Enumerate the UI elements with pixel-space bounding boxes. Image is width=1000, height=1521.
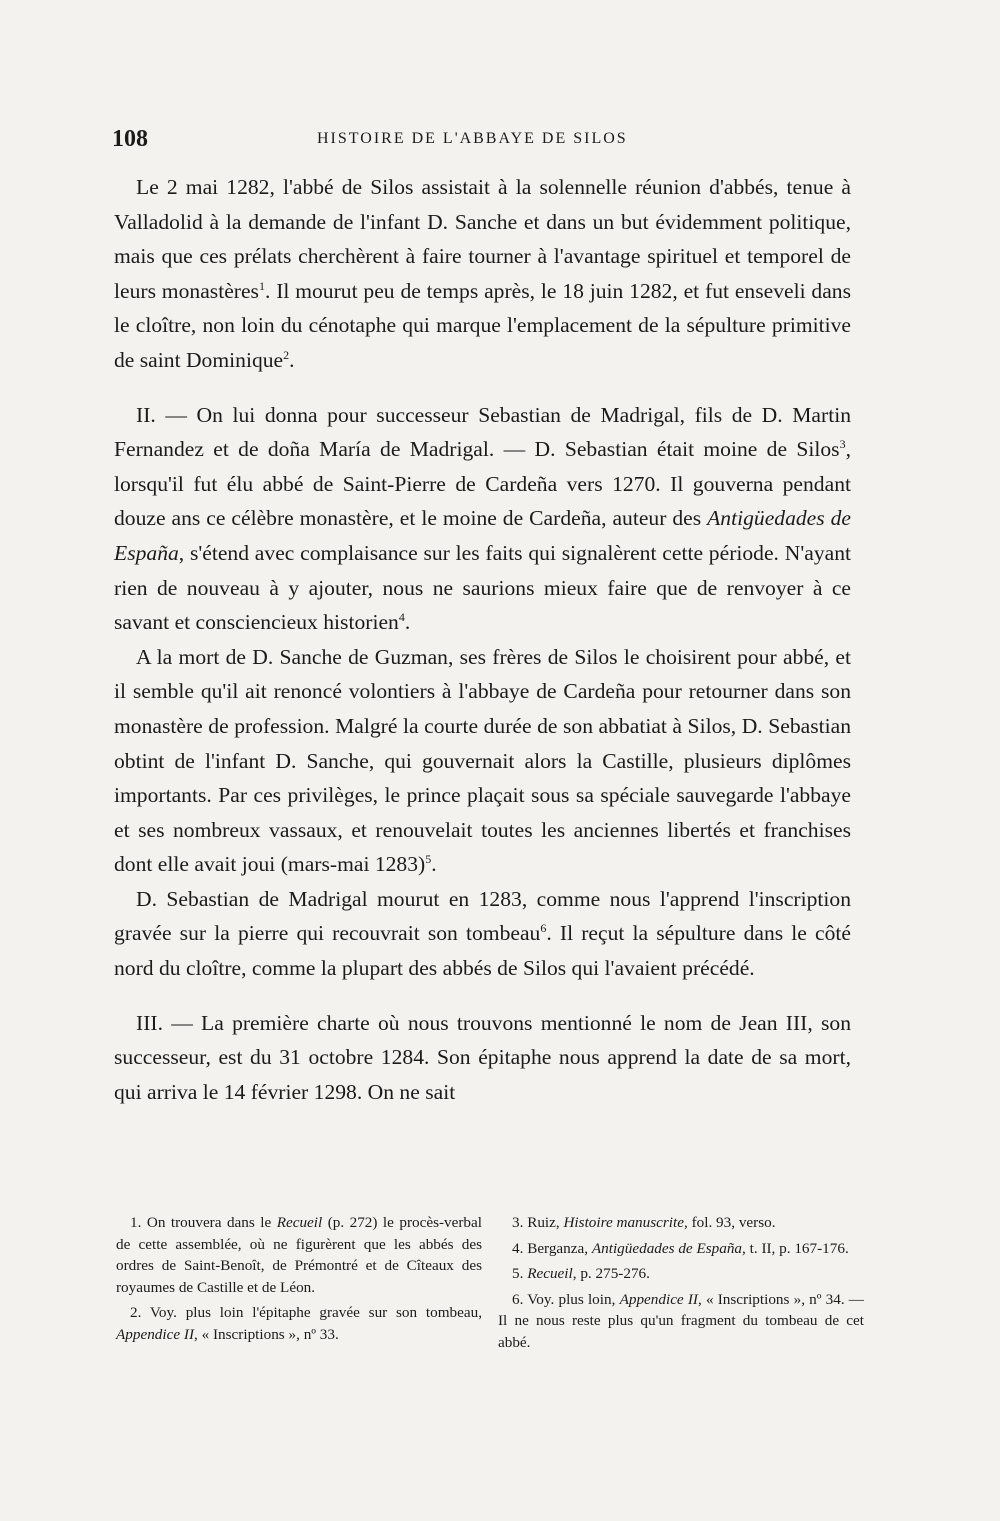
page-header <box>112 126 852 156</box>
text-run: . Il mourut peu de temps après, le 18 juin 1282, et fut enseveli dans le cloître, non loin du cénotaphe qui marque l'emplacement de la sépulture primitive de saint Dominique <box>114 278 851 372</box>
footnote-ref-1: 1 <box>258 278 265 293</box>
italic-title: Appendice II <box>619 1290 698 1308</box>
footnote-ref-4: 4 <box>398 609 405 624</box>
text-run: 2. Voy. plus loin l'épitaphe gravée sur son tombeau, <box>130 1304 482 1321</box>
text-run: , s'étend avec complaisance sur les faits qui signalèrent cette période. N'ayant rien de nouveau à y ajouter, nous ne saurions mieux faire que de renvoyer à ce savant et consciencieux historien <box>114 540 851 635</box>
footnote-5 <box>498 1263 864 1285</box>
text-run: (p. 272) le procès-verbal de cette assemblée, où ne figurèrent que les abbés des ordres de Saint-Benoît, de Prémontré et de Cîteaux des royaumes de Castille et de Léon. <box>116 1214 482 1296</box>
text-run: . Il reçut la sépulture dans le côté nord du cloître, comme la plupart des abbés de Silos qui l'avaient précédé. <box>114 921 851 981</box>
text-run: D. Sebastian de Madrigal mourut en 1283, comme nous l'apprend l'inscription gravée sur la pierre qui recouvrait son tombeau <box>114 886 851 946</box>
paragraph-5 <box>114 1006 851 1110</box>
text-run: 6. Voy. plus loin, <box>512 1290 620 1308</box>
text-run: Le 2 mai 1282, l'abbé de Silos assistait à la solennelle réunion d'abbés, tenue à Valladolid à la demande de l'infant D. Sanche et dans un but évidemment politique, mais que ces prélats cherchèrent à faire tourner à l'avantage spirituel et temporel de leurs monastères <box>114 175 851 303</box>
footnotes-left-column <box>116 1212 482 1357</box>
text-run: , lorsqu'il fut élu abbé de Saint-Pierre de Cardeña vers 1270. Il gouverna pendant douze ans ce célèbre monastère, et le moine de Cardeña, auteur des <box>114 437 851 531</box>
text-run: III. — La première charte où nous trouvons mentionné le nom de Jean III, son successeur, est du 31 octobre 1284. Son épitaphe nous apprend la date de sa mort, qui arriva le 14 février 1298. On ne sait <box>114 1010 851 1104</box>
body-text <box>114 170 851 1109</box>
italic-title: Histoire manuscrite <box>563 1214 684 1231</box>
section-gap <box>114 378 851 398</box>
footnotes-right-column <box>498 1212 864 1357</box>
paragraph-2 <box>114 398 851 640</box>
section-gap <box>114 986 851 1006</box>
paragraph-1 <box>114 170 851 378</box>
footnote-ref-2: 2 <box>283 347 290 362</box>
footnote-ref-3: 3 <box>839 436 846 451</box>
footnotes <box>116 1212 864 1357</box>
text-run: , fol. 93, verso. <box>683 1214 776 1231</box>
footnote-2 <box>116 1302 482 1345</box>
text-run: 5. <box>512 1265 528 1282</box>
text-run: 3. Ruiz, <box>512 1214 564 1231</box>
footnote-4 <box>498 1238 864 1260</box>
italic-title: Recueil <box>527 1265 573 1282</box>
text-run: . <box>289 347 295 372</box>
text-run: A la mort de D. Sanche de Guzman, ses frères de Silos le choisirent pour abbé, et il semble qu'il ait renoncé volontiers à l'abbaye de Cardeña pour retourner dans son monastère de profession. Malgré la courte durée de son abbatiat à Silos, D. Sebastian obtint de l'infant D. Sanche, qui gouvernait alors la Castille, plusieurs diplômes importants. Par ces privilèges, le prince plaçait sous sa spéciale sauvegarde l'abbaye et ses nombreux vassaux, et renouvelait toutes les anciennes libertés et franchises dont elle avait joui (mars-mai 1283) <box>114 644 851 877</box>
text-run: 1. On trouvera dans le <box>130 1214 277 1231</box>
page-number: 108 <box>112 126 148 152</box>
text-run: , p. 275-276. <box>572 1265 650 1282</box>
text-run: , « Inscriptions », nº 33. <box>194 1325 339 1343</box>
paragraph-4 <box>114 882 851 986</box>
italic-title: Appendice II <box>116 1325 195 1343</box>
paragraph-3 <box>114 640 851 882</box>
text-run: , t. II, p. 167-176. <box>742 1239 849 1257</box>
italic-title: Recueil <box>276 1214 323 1231</box>
text-run: , « Inscriptions », nº 34. — Il ne nous reste plus qu'un fragment du tombeau de cet abbé. <box>498 1290 864 1351</box>
text-run: II. — On lui donna pour successeur Sebastian de Madrigal, fils de D. Martin Fernandez et de doña María de Madrigal. — D. Sebastian était moine de Silos <box>114 402 851 462</box>
italic-title: Antigüedades de España <box>591 1239 743 1257</box>
text-run: . <box>431 852 437 877</box>
text-run: 4. Berganza, <box>512 1239 592 1257</box>
footnote-1 <box>116 1212 482 1298</box>
running-title: HISTOIRE DE L'ABBAYE DE SILOS <box>317 130 628 147</box>
footnote-ref-5: 5 <box>425 852 432 867</box>
text-run: . <box>404 610 411 635</box>
footnote-6 <box>498 1289 864 1354</box>
footnote-ref-6: 6 <box>540 921 547 936</box>
footnote-3 <box>498 1212 864 1234</box>
italic-title: Antigüedades de España <box>114 506 851 565</box>
